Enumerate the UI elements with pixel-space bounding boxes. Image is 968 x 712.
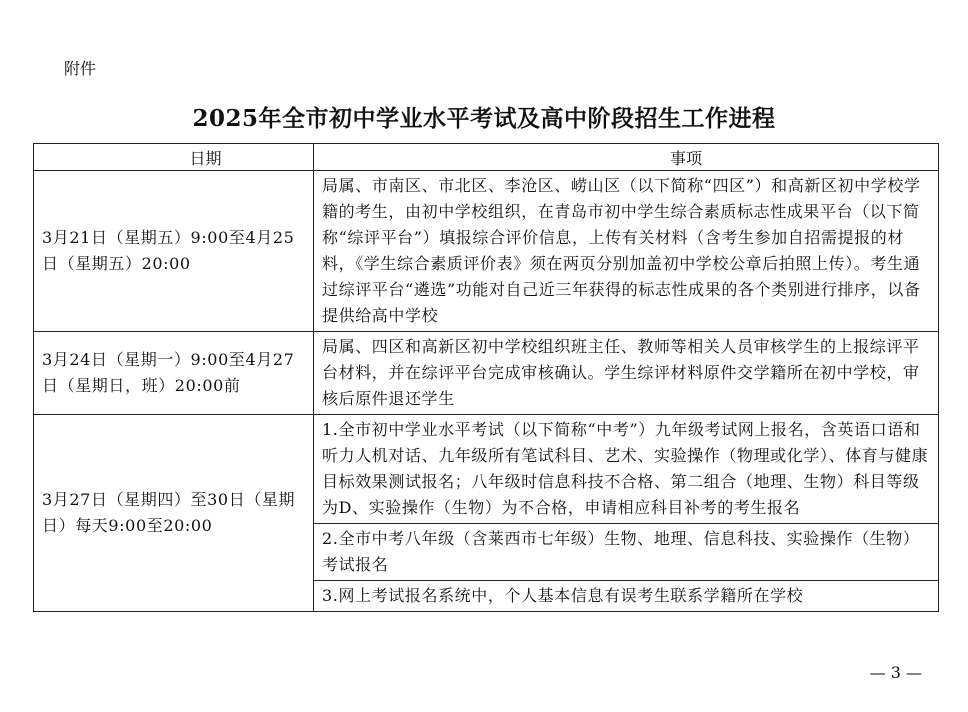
header-date: 日期	[34, 144, 314, 171]
page-number: — 3 —	[869, 663, 922, 682]
item-cell: 3.网上考试报名系统中，个人基本信息有误考生联系学籍所在学校	[314, 581, 939, 612]
table-row	[34, 332, 939, 415]
date-cell: 3月24日（星期一）9:00至4月27日（星期日，班）20:00前	[34, 332, 314, 415]
item-cell: 1.全市初中学业水平考试（以下简称“中考”）九年级考试网上报名，含英语口语和听力人机对话、九年级所有笔试科目、艺术、实验操作（物理或化学）、体育与健康目标效果测试报名；八年级时信息科技不合格、第二组合（地理、生物）科目等级为D、实验操作（生物）为不合格，申请相应科目补考的考生报名	[314, 415, 939, 524]
date-cell: 3月21日（星期五）9:00至4月25日（星期五）20:00	[34, 171, 314, 332]
item-cell: 局属、市南区、市北区、李沧区、崂山区（以下简称“四区”）和高新区初中学校学籍的考生，由初中学校组织，在青岛市初中学生综合素质标志性成果平台（以下简称“综评平台”）填报综合评价信息，上传有关材料（含考生参加自招需提报的材料，《学生综合素质评价表》须在两页分别加盖初中学校公章后拍照上传）。考生通过综评平台“遴选”功能对自己近三年获得的标志性成果的各个类别进行排序，以备提供给高中学校	[314, 171, 939, 332]
table-row	[34, 171, 939, 332]
attachment-label: 附件	[64, 59, 97, 78]
schedule-table	[33, 143, 939, 612]
table-row	[34, 415, 939, 524]
document-title: 2025年全市初中学业水平考试及高中阶段招生工作进程	[192, 105, 776, 132]
item-cell: 局属、四区和高新区初中学校组织班主任、教师等相关人员审核学生的上报综评平台材料，并在综评平台完成审核确认。学生综评材料原件交学籍所在初中学校，审核后原件退还学生	[314, 332, 939, 415]
table-header-row	[34, 144, 939, 171]
item-cell: 2.全市中考八年级（含莱西市七年级）生物、地理、信息科技、实验操作（生物）考试报名	[314, 524, 939, 581]
header-item: 事项	[314, 144, 939, 171]
date-cell: 3月27日（星期四）至30日（星期日）每天9:00至20:00	[34, 415, 314, 612]
